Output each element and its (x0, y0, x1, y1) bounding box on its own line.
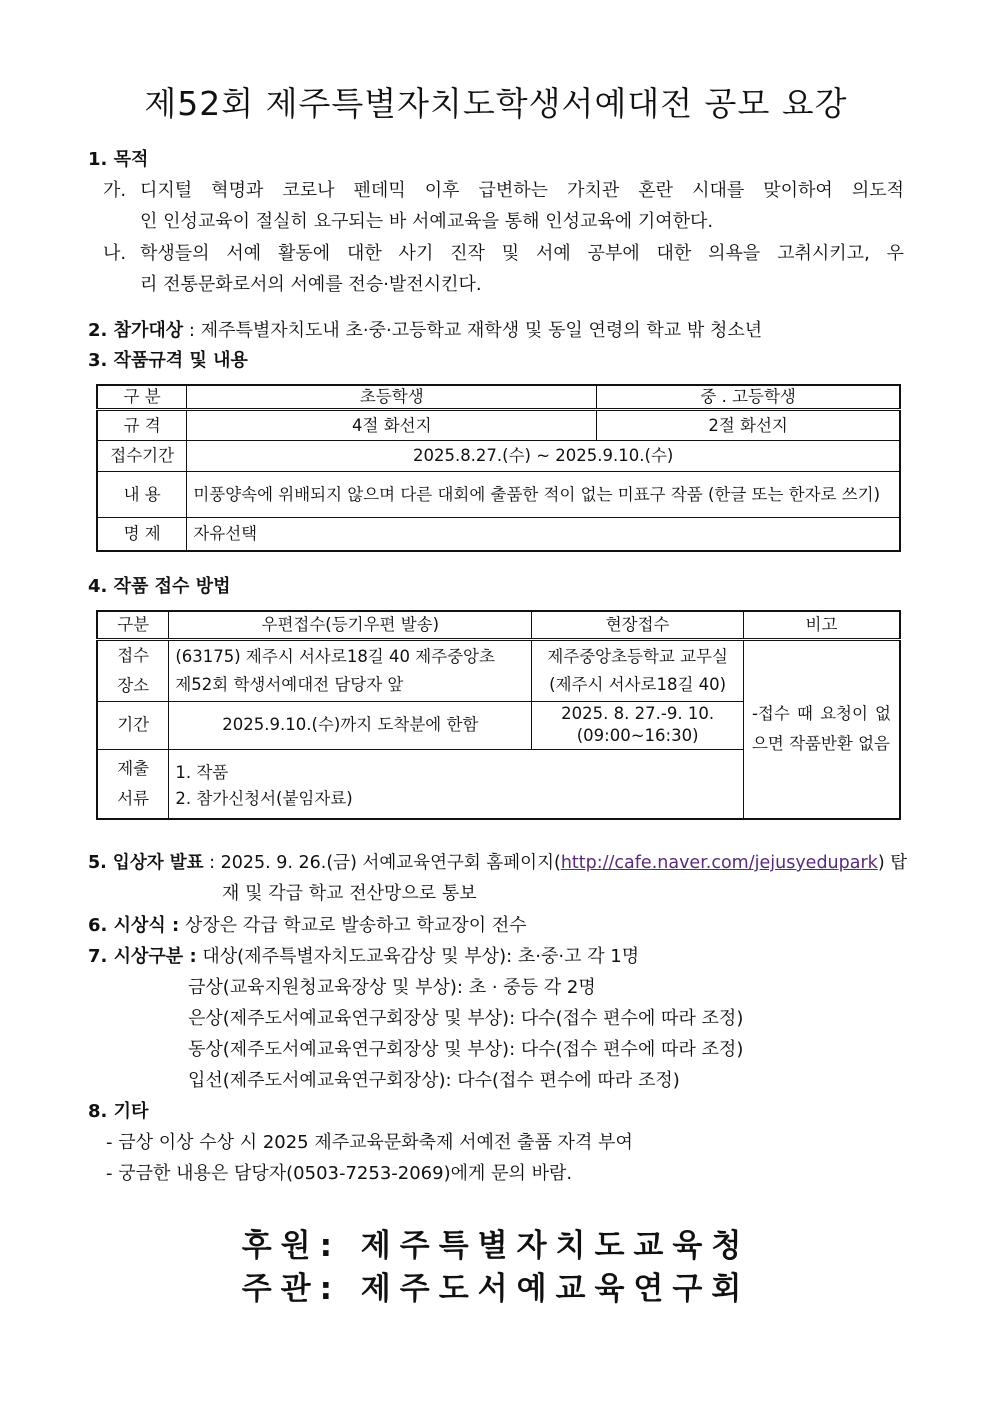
sub-header-note: 비고 (743, 611, 900, 639)
spec-content-label: 내 용 (97, 472, 187, 518)
sub-place-post-2: 제52회 학생서예대전 담당자 앞 (175, 674, 404, 694)
section-6-text: 상장은 각급 학교로 발송하고 학교장이 전수 (185, 915, 527, 936)
spec-theme-label: 명 제 (97, 518, 187, 551)
s1-a-label: 가. (103, 180, 127, 201)
section-5-heading: 5. 입상자 발표 (88, 853, 204, 873)
section-2-heading: 2. 참가대상 (88, 320, 184, 341)
sub-place-site-1: 제주중앙초등학교 교무실 (547, 646, 728, 666)
table-row (97, 472, 900, 518)
footer-host: 주관: 제주도서예교육연구회 (241, 1271, 751, 1307)
etc-line-1: - 금상 이상 수상 시 2025 제주교육문화축제 서예전 출품 자격 부여 (106, 1132, 633, 1153)
spec-header-elementary: 초등학생 (187, 385, 597, 410)
sub-header-site: 현장접수 (532, 611, 744, 639)
page-title: 제52회 제주특별자치도학생서예대전 공모 요강 (144, 84, 848, 123)
spec-period-label: 접수기간 (97, 441, 187, 472)
sub-place-site (532, 639, 744, 701)
section-5-line2: 재 및 각급 학교 전산망으로 통보 (222, 883, 477, 904)
section-2 (88, 316, 762, 346)
homepage-link[interactable]: http://cafe.naver.com/jejusyedupark (560, 853, 878, 873)
award-honorable: 입선(제주도서예교육연구회장상): 다수(접수 편수에 따라 조정) (188, 1070, 680, 1091)
s1-b-label: 나. (103, 243, 127, 264)
sub-note-value: -접수 때 요청이 없으면 작품반환 없음 (743, 639, 900, 819)
s1-b-line2: 리 전통문화로서의 서예를 전승·발전시킨다. (140, 274, 482, 295)
section-8-heading: 8. 기타 (88, 1101, 149, 1122)
table-row (97, 518, 900, 551)
section-7-heading: 7. 시상구분 : (88, 946, 197, 967)
section-5 (88, 848, 907, 878)
sub-place-post (169, 639, 532, 701)
table-row (97, 441, 900, 472)
sub-docs-1: 1. 작품 (175, 762, 229, 782)
sub-place-label-1: 접수 (117, 645, 150, 665)
table-row (97, 385, 900, 410)
section-6-heading: 6. 시상식 : (88, 915, 180, 936)
section-3-heading: 3. 작품규격 및 내용 (88, 350, 248, 371)
spec-size-label: 규 격 (97, 410, 187, 441)
award-silver: 은상(제주도서예교육연구회장상 및 부상): 다수(접수 편수에 따라 조정) (188, 1008, 744, 1029)
award-bronze: 동상(제주도서예교육연구회장상 및 부상): 다수(접수 편수에 따라 조정) (188, 1039, 744, 1060)
spec-content-value: 미풍양속에 위배되지 않으며 다른 대회에 출품한 적이 없는 미표구 작품 (한글 또는 한자로 쓰기) (187, 472, 900, 518)
award-gold: 금상(교육지원청교육장상 및 부상): 초 · 중등 각 2명 (188, 977, 596, 998)
sub-docs-2: 2. 참가신청서(붙임자료) (175, 788, 353, 808)
sub-docs-label-1: 제출 (117, 758, 150, 778)
etc-line-2: - 궁금한 내용은 담당자(0503-7253-2069)에게 문의 바람. (106, 1163, 573, 1184)
s1-a-line1: 디지털 혁명과 코로나 펜데믹 이후 급변하는 가치관 혼란 시대를 맞이하여 의도적 (140, 180, 904, 201)
spec-size-elementary: 4절 화선지 (187, 410, 597, 441)
sub-place-label (97, 639, 169, 701)
sub-period-site (532, 701, 744, 749)
section-1-heading: 1. 목적 (88, 149, 149, 170)
sub-place-label-2: 장소 (117, 675, 150, 695)
sub-period-post: 2025.9.10.(수)까지 도착분에 한함 (169, 701, 532, 749)
spec-table (96, 384, 901, 552)
table-row (97, 611, 900, 639)
sub-docs-label-2: 서류 (117, 788, 150, 808)
sub-header-post: 우편접수(등기우편 발송) (169, 611, 532, 639)
submission-table (96, 610, 901, 820)
spec-theme-value: 자유선택 (187, 518, 900, 551)
sub-period-site-2: (09:00~16:30) (576, 726, 699, 745)
section-5-text-end: ) 탑 (877, 853, 908, 873)
sub-place-post-1: (63175) 제주시 서사로18길 40 제주중앙초 (175, 646, 495, 666)
spec-header-middle-high: 중 . 고등학생 (597, 385, 900, 410)
section-5-text: : 2025. 9. 26.(금) 서예교육연구회 홈페이지( (209, 853, 561, 873)
award-grand: 대상(제주특별자치도교육감상 및 부상): 초·중·고 각 1명 (202, 946, 640, 967)
sub-place-site-2: (제주시 서사로18길 40) (549, 674, 727, 694)
section-7 (88, 942, 639, 972)
sub-header-label: 구분 (97, 611, 169, 639)
footer-sponsor: 후원: 제주특별자치도교육청 (241, 1228, 751, 1264)
sub-period-label: 기간 (97, 701, 169, 749)
spec-header-label: 구 분 (97, 385, 187, 410)
spec-size-middle-high: 2절 화선지 (597, 410, 900, 441)
sub-docs-value (169, 749, 744, 819)
sub-period-site-1: 2025. 8. 27.-9. 10. (561, 704, 715, 723)
s1-b-line1: 학생들의 서예 활동에 대한 사기 진작 및 서예 공부에 대한 의욕을 고취시키고, 우 (140, 243, 904, 264)
sub-docs-label (97, 749, 169, 819)
section-2-text: : 제주특별자치도내 초·중·고등학교 재학생 및 동일 연령의 학교 밖 청소년 (188, 320, 763, 341)
spec-period-value: 2025.8.27.(수) ~ 2025.9.10.(수) (187, 441, 900, 472)
section-4-heading: 4. 작품 접수 방법 (88, 576, 231, 597)
table-row (97, 639, 900, 701)
table-row (97, 410, 900, 441)
s1-a-line2: 인 인성교육이 절실히 요구되는 바 서예교육을 통해 인성교육에 기여한다. (140, 211, 714, 232)
section-6 (88, 911, 527, 941)
